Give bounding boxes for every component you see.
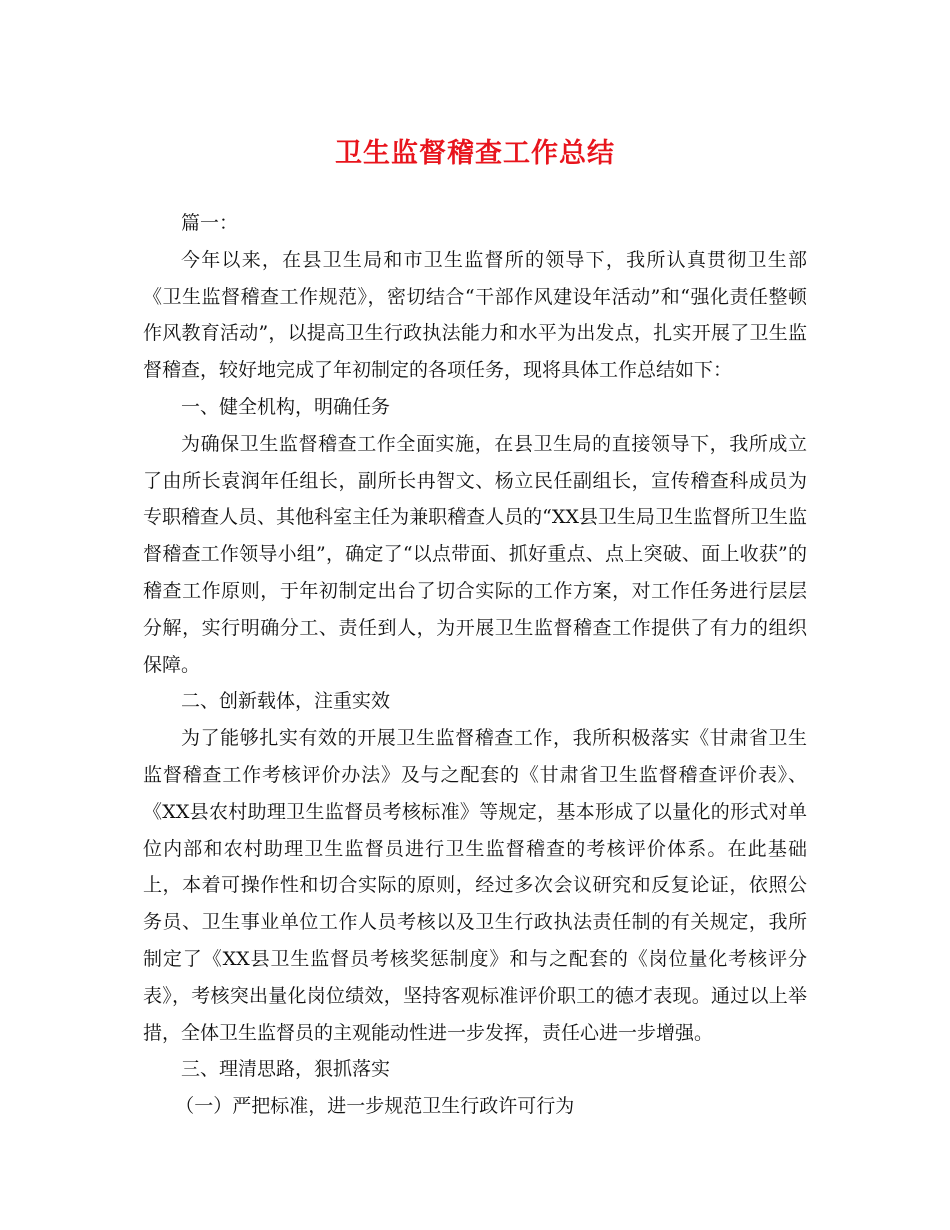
document-title: 卫生监督稽查工作总结 (335, 138, 615, 169)
intro-paragraph: 今年以来，在县卫生局和市卫生监督所的领导下，我所认真贯彻卫生部《卫生监督稽查工作规范》，密切结合“干部作风建设年活动”和“强化责任整顿作风教育活动”，以提高卫生行政执法能力和水平为出发点，扎实开展了卫生监督稽查，较好地完成了年初制定的各项任务，现将具体工作总结如下： (143, 248, 807, 382)
section-label-part-one: 篇一： (181, 212, 239, 234)
heading-section-one: 一、健全机构，明确任务 (181, 395, 391, 418)
heading-section-two: 二、创新载体，注重实效 (181, 690, 391, 713)
section-one-paragraph: 为确保卫生监督稽查工作全面实施，在县卫生局的直接领导下，我所成立了由所长袁润年任组长，副所长冉智文、杨立民任副组长，宣传稽查科成员为专职稽查人员、其他科室主任为兼职稽查人员的“XX县卫生局卫生监督所卫生监督稽查工作领导小组”，确定了“以点带面、抓好重点、点上突破、面上收获”的稽查工作原则，于年初制定出台了切合实际的工作方案，对工作任务进行层层分解，实行明确分工、责任到人，为开展卫生监督稽查工作提供了有力的组织保障。 (143, 432, 807, 676)
document-body (143, 205, 807, 1125)
heading-section-three: 三、理清思路，狠抓落实 (181, 1058, 391, 1081)
subheading-item-one: （一）严把标准，进一步规范卫生行政许可行为 (175, 1095, 575, 1118)
section-two-paragraph: 为了能够扎实有效的开展卫生监督稽查工作，我所积极落实《甘肃省卫生监督稽查工作考核评价办法》及与之配套的《甘肃省卫生监督稽查评价表》、《XX县农村助理卫生监督员考核标准》等规定，基本形成了以量化的形式对单位内部和农村助理卫生监督员进行卫生监督稽查的考核评价体系。在此基础上，本着可操作性和切合实际的原则，经过多次会议研究和反复论证，依照公务员、卫生事业单位工作人员考核以及卫生行政执法责任制的有关规定，我所制定了《XX县卫生监督员考核奖惩制度》和与之配套的《岗位量化考核评分表》，考核突出量化岗位绩效，坚持客观标准评价职工的德才表现。通过以上举措，全体卫生监督员的主观能动性进一步发挥，责任心进一步增强。 (143, 727, 807, 1044)
